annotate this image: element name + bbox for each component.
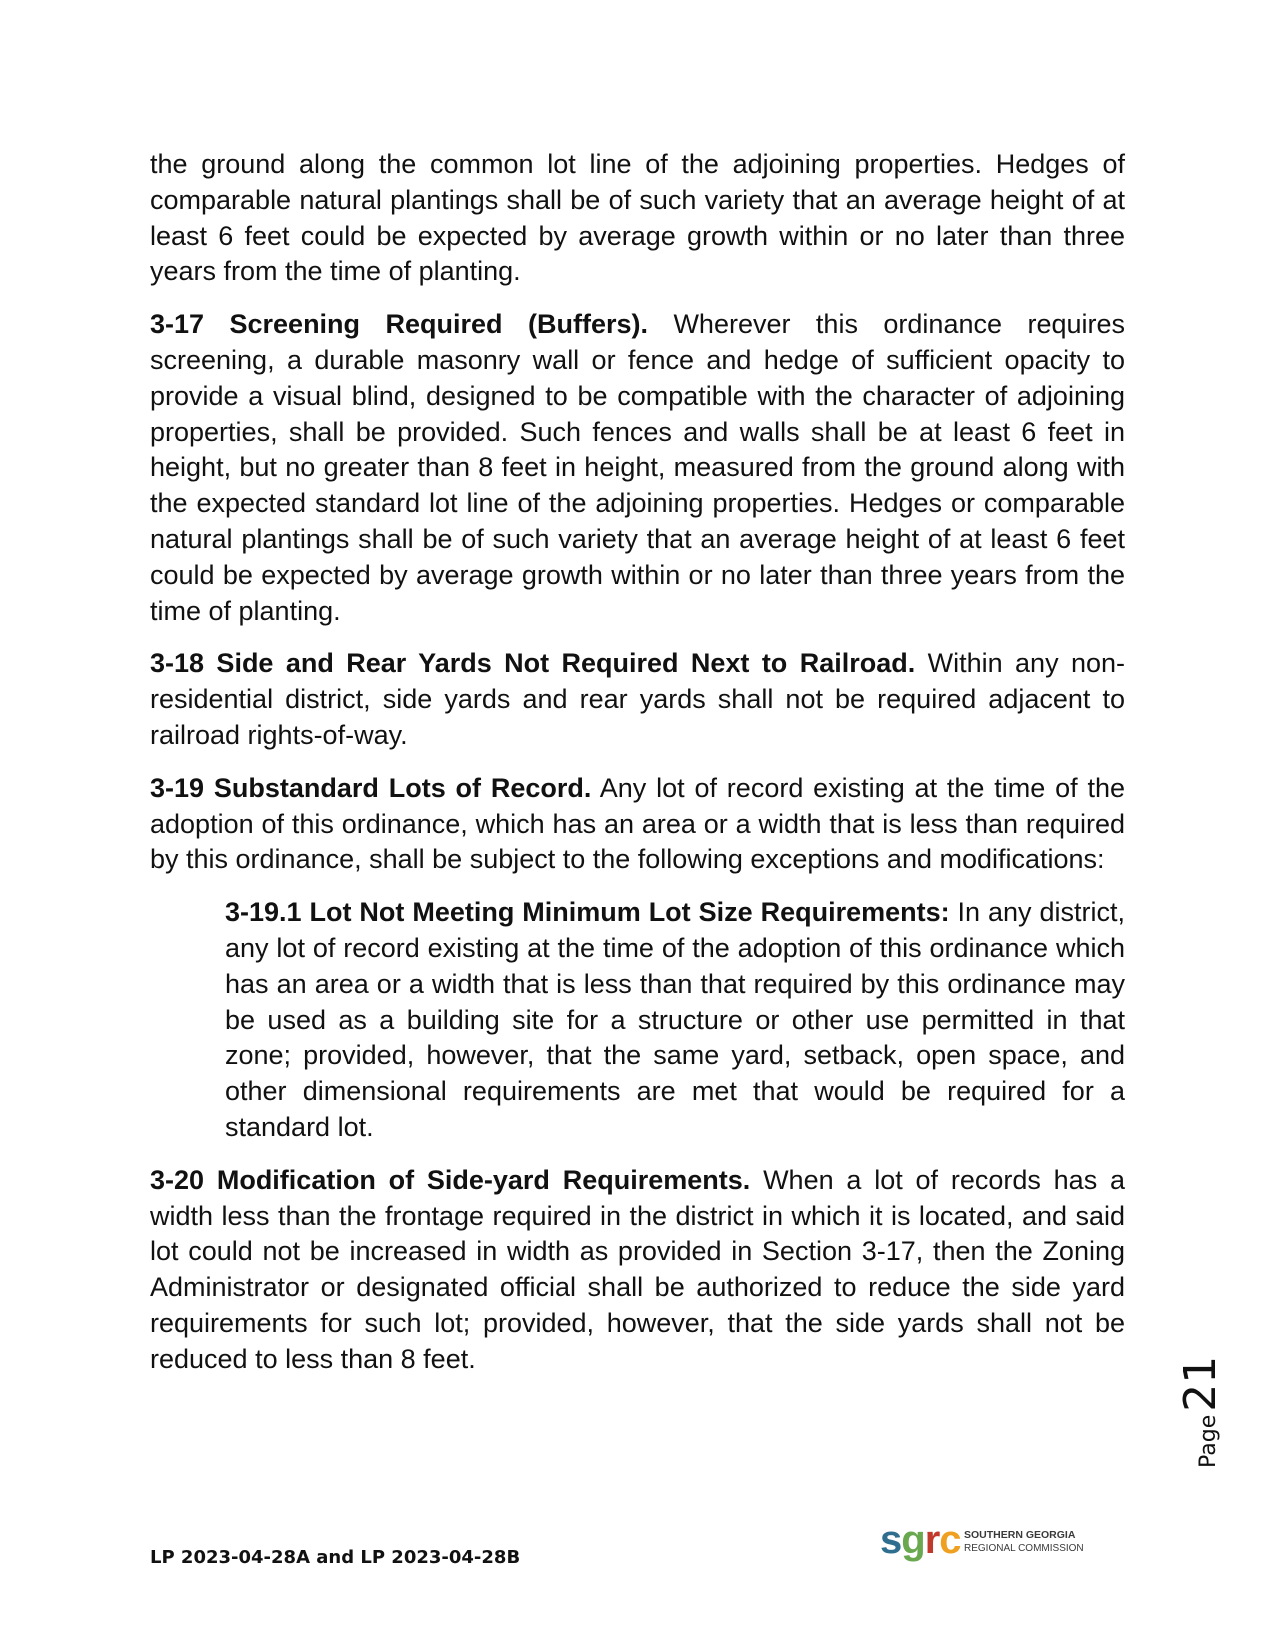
page-number (1175, 1356, 1226, 1468)
paragraph-text: the ground along the common lot line of the adjoining properties. Hedges of comparable natural plantings shall be of such variety that an average height of at least 6 feet could be expected by average growth within or no later than three years from the time of planting. (150, 149, 1125, 287)
section-heading: 3-18 Side and Rear Yards Not Required Next to Railroad. (150, 648, 916, 679)
svg-text:SOUTHERN GEORGIA: SOUTHERN GEORGIA (964, 1529, 1076, 1541)
subsection-text: In any district, any lot of record existing at the time of the adoption of this ordinance which has an area or a width that is less than that required by this ordinance may be used as a building site for a structure or other use permitted in that zone; provided, however, that the same yard, setback, open space, and other dimensional requirements are met that would be required for a standard lot. (225, 897, 1125, 1142)
svg-text:REGIONAL COMMISSION: REGIONAL COMMISSION (964, 1543, 1084, 1554)
section-text: Any lot of record existing at the time of the adoption of this ordinance, which has an area or a width that is less than required by this ordinance, shall be subject to the following exceptions and modifications: (150, 772, 1125, 875)
section-3-18 (150, 646, 1125, 753)
section-heading: 3-19 Substandard Lots of Record. (150, 772, 592, 803)
section-text: Within any non-residential district, side yards and rear yards shall not be required adjacent to railroad rights-of-way. (150, 648, 1125, 750)
sgrc-logo (880, 1521, 1085, 1565)
footer-document-id: LP 2023-04-28A and LP 2023-04-28B (150, 1547, 521, 1568)
section-text: When a lot of records has a width less than the frontage required in the district in which it is located, and said lot could not be increased in width as provided in Section 3-17, then the Zoning Administrator or designated official shall be authorized to reduce the side yard requirements for such lot; provided, however, that the side yards shall not be reduced to less than 8 feet. (150, 1164, 1126, 1374)
section-3-19-1 (225, 895, 1125, 1146)
section-heading: 3-17 Screening Required (Buffers). (150, 309, 648, 340)
svg-text:sgrc: sgrc (880, 1521, 961, 1562)
section-3-17 (150, 307, 1125, 629)
paragraph-continued (150, 147, 1125, 290)
section-heading: 3-20 Modification of Side-yard Requirements. (150, 1164, 751, 1195)
page-number-value: 21 (1175, 1355, 1226, 1412)
page-number-label: Page (1196, 1414, 1221, 1468)
subsection-heading: 3-19.1 Lot Not Meeting Minimum Lot Size Requirements: (225, 897, 950, 928)
section-text: Wherever this ordinance requires screening, a durable masonry wall or fence and hedge of sufficient opacity to provide a visual blind, designed to be compatible with the character of adjoining properties, shall be provided. Such fences and walls shall be at least 6 feet in height, but no greater than 8 feet in height, measured from the ground along with the expected standard lot line of the adjoining properties. Hedges or comparable natural plantings shall be of such variety that an average height of at least 6 feet could be expected by average growth within or no later than three years from the time of planting. (150, 309, 1125, 626)
document-body (150, 147, 1125, 1395)
section-3-20 (150, 1163, 1125, 1378)
section-3-19 (150, 771, 1125, 878)
